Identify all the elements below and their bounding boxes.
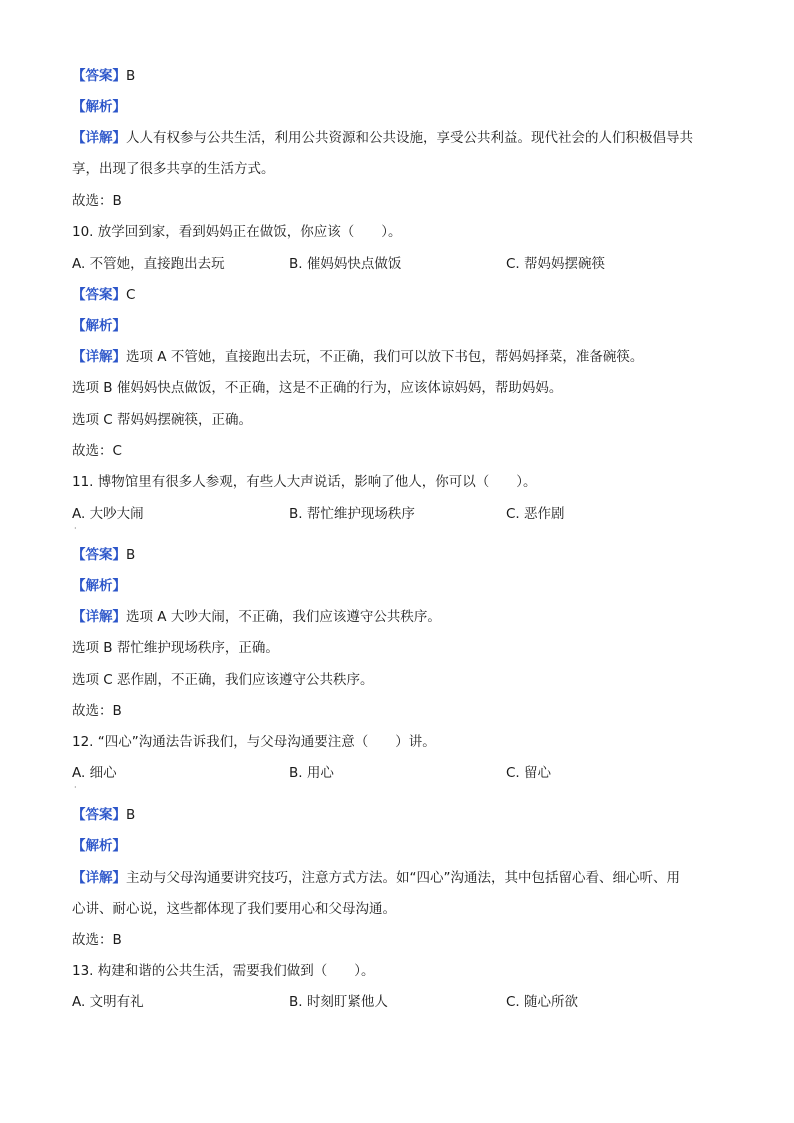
q9-answer xyxy=(72,66,135,86)
answer-value: B xyxy=(126,807,136,823)
q12-analysis xyxy=(72,836,126,856)
q10-choose: 故选：C xyxy=(72,443,122,459)
detail-text: 选项 A 大吵大闹，不正确，我们应该遵守公共秩序。 xyxy=(126,609,441,625)
detail-text: 选项 A 不管她，直接跑出去玩，不正确，我们可以放下书包，帮妈妈择菜，准备碗筷。 xyxy=(126,349,644,365)
q10-detail-line2: 选项 B 催妈妈快点做饭，不正确，这是不正确的行为，应该体谅妈妈，帮助妈妈。 xyxy=(72,380,563,396)
q11-stem: 11. 博物馆里有很多人参观，有些人大声说话，影响了他人，你可以（ ）。 xyxy=(72,474,537,490)
analysis-tag: 【解析】 xyxy=(72,318,126,334)
answer-tag: 【答案】 xyxy=(72,68,126,84)
detail-text: 人人有权参与公共生活，利用公共资源和公共设施，享受公共利益。现代社会的人们积极倡导共 xyxy=(126,130,693,146)
detail-tag: 【详解】 xyxy=(72,349,126,365)
q11-option-a: A. 大吵大闹 xyxy=(72,506,144,522)
q11-option-b: B. 帮忙维护现场秩序 xyxy=(289,506,415,522)
analysis-tag: 【解析】 xyxy=(72,838,126,854)
q13-option-c: C. 随心所欲 xyxy=(506,994,579,1010)
q10-option-a: A. 不管她，直接跑出去玩 xyxy=(72,256,225,272)
q11-analysis xyxy=(72,576,126,596)
stray-dot: · xyxy=(74,783,77,792)
answer-value: B xyxy=(126,68,136,84)
q10-detail-line3: 选项 C 帮妈妈摆碗筷，正确。 xyxy=(72,412,253,428)
q13-stem: 13. 构建和谐的公共生活，需要我们做到（ ）。 xyxy=(72,963,375,979)
q11-detail-line1 xyxy=(72,607,441,627)
q9-detail-line2: 享，出现了很多共享的生活方式。 xyxy=(72,161,275,177)
q12-stem: 12. “四心”沟通法告诉我们，与父母沟通要注意（ ）讲。 xyxy=(72,734,436,750)
q11-detail-line3: 选项 C 恶作剧，不正确，我们应该遵守公共秩序。 xyxy=(72,672,374,688)
q11-answer xyxy=(72,545,135,565)
detail-tag: 【详解】 xyxy=(72,870,126,886)
q9-detail-line1 xyxy=(72,128,693,148)
q13-option-b: B. 时刻盯紧他人 xyxy=(289,994,388,1010)
q11-detail-line2: 选项 B 帮忙维护现场秩序，正确。 xyxy=(72,640,279,656)
answer-tag: 【答案】 xyxy=(72,807,126,823)
q10-option-b: B. 催妈妈快点做饭 xyxy=(289,256,402,272)
answer-value: C xyxy=(126,287,136,303)
q10-stem: 10. 放学回到家，看到妈妈正在做饭，你应该（ ）。 xyxy=(72,224,402,240)
answer-tag: 【答案】 xyxy=(72,287,126,303)
q12-detail-line2: 心讲、耐心说，这些都体现了我们要用心和父母沟通。 xyxy=(72,901,396,917)
detail-tag: 【详解】 xyxy=(72,130,126,146)
q12-choose: 故选：B xyxy=(72,932,122,948)
answer-tag: 【答案】 xyxy=(72,547,126,563)
stray-dot: · xyxy=(74,524,77,533)
q10-detail-line1 xyxy=(72,347,643,367)
q11-option-c: C. 恶作剧 xyxy=(506,506,565,522)
q9-choose: 故选：B xyxy=(72,193,122,209)
q12-option-b: B. 用心 xyxy=(289,765,334,781)
q13-option-a: A. 文明有礼 xyxy=(72,994,144,1010)
analysis-tag: 【解析】 xyxy=(72,578,126,594)
q12-detail-line1 xyxy=(72,868,680,888)
q12-option-c: C. 留心 xyxy=(506,765,552,781)
q12-option-a: A. 细心 xyxy=(72,765,117,781)
q10-analysis xyxy=(72,316,126,336)
detail-text: 主动与父母沟通要讲究技巧，注意方式方法。如“四心”沟通法，其中包括留心看、细心听、用 xyxy=(126,870,680,886)
analysis-tag: 【解析】 xyxy=(72,99,126,115)
q11-choose: 故选：B xyxy=(72,703,122,719)
q10-option-c: C. 帮妈妈摆碗筷 xyxy=(506,256,606,272)
q9-analysis xyxy=(72,97,126,117)
q10-answer xyxy=(72,285,135,305)
q12-answer xyxy=(72,805,135,825)
answer-value: B xyxy=(126,547,136,563)
detail-tag: 【详解】 xyxy=(72,609,126,625)
